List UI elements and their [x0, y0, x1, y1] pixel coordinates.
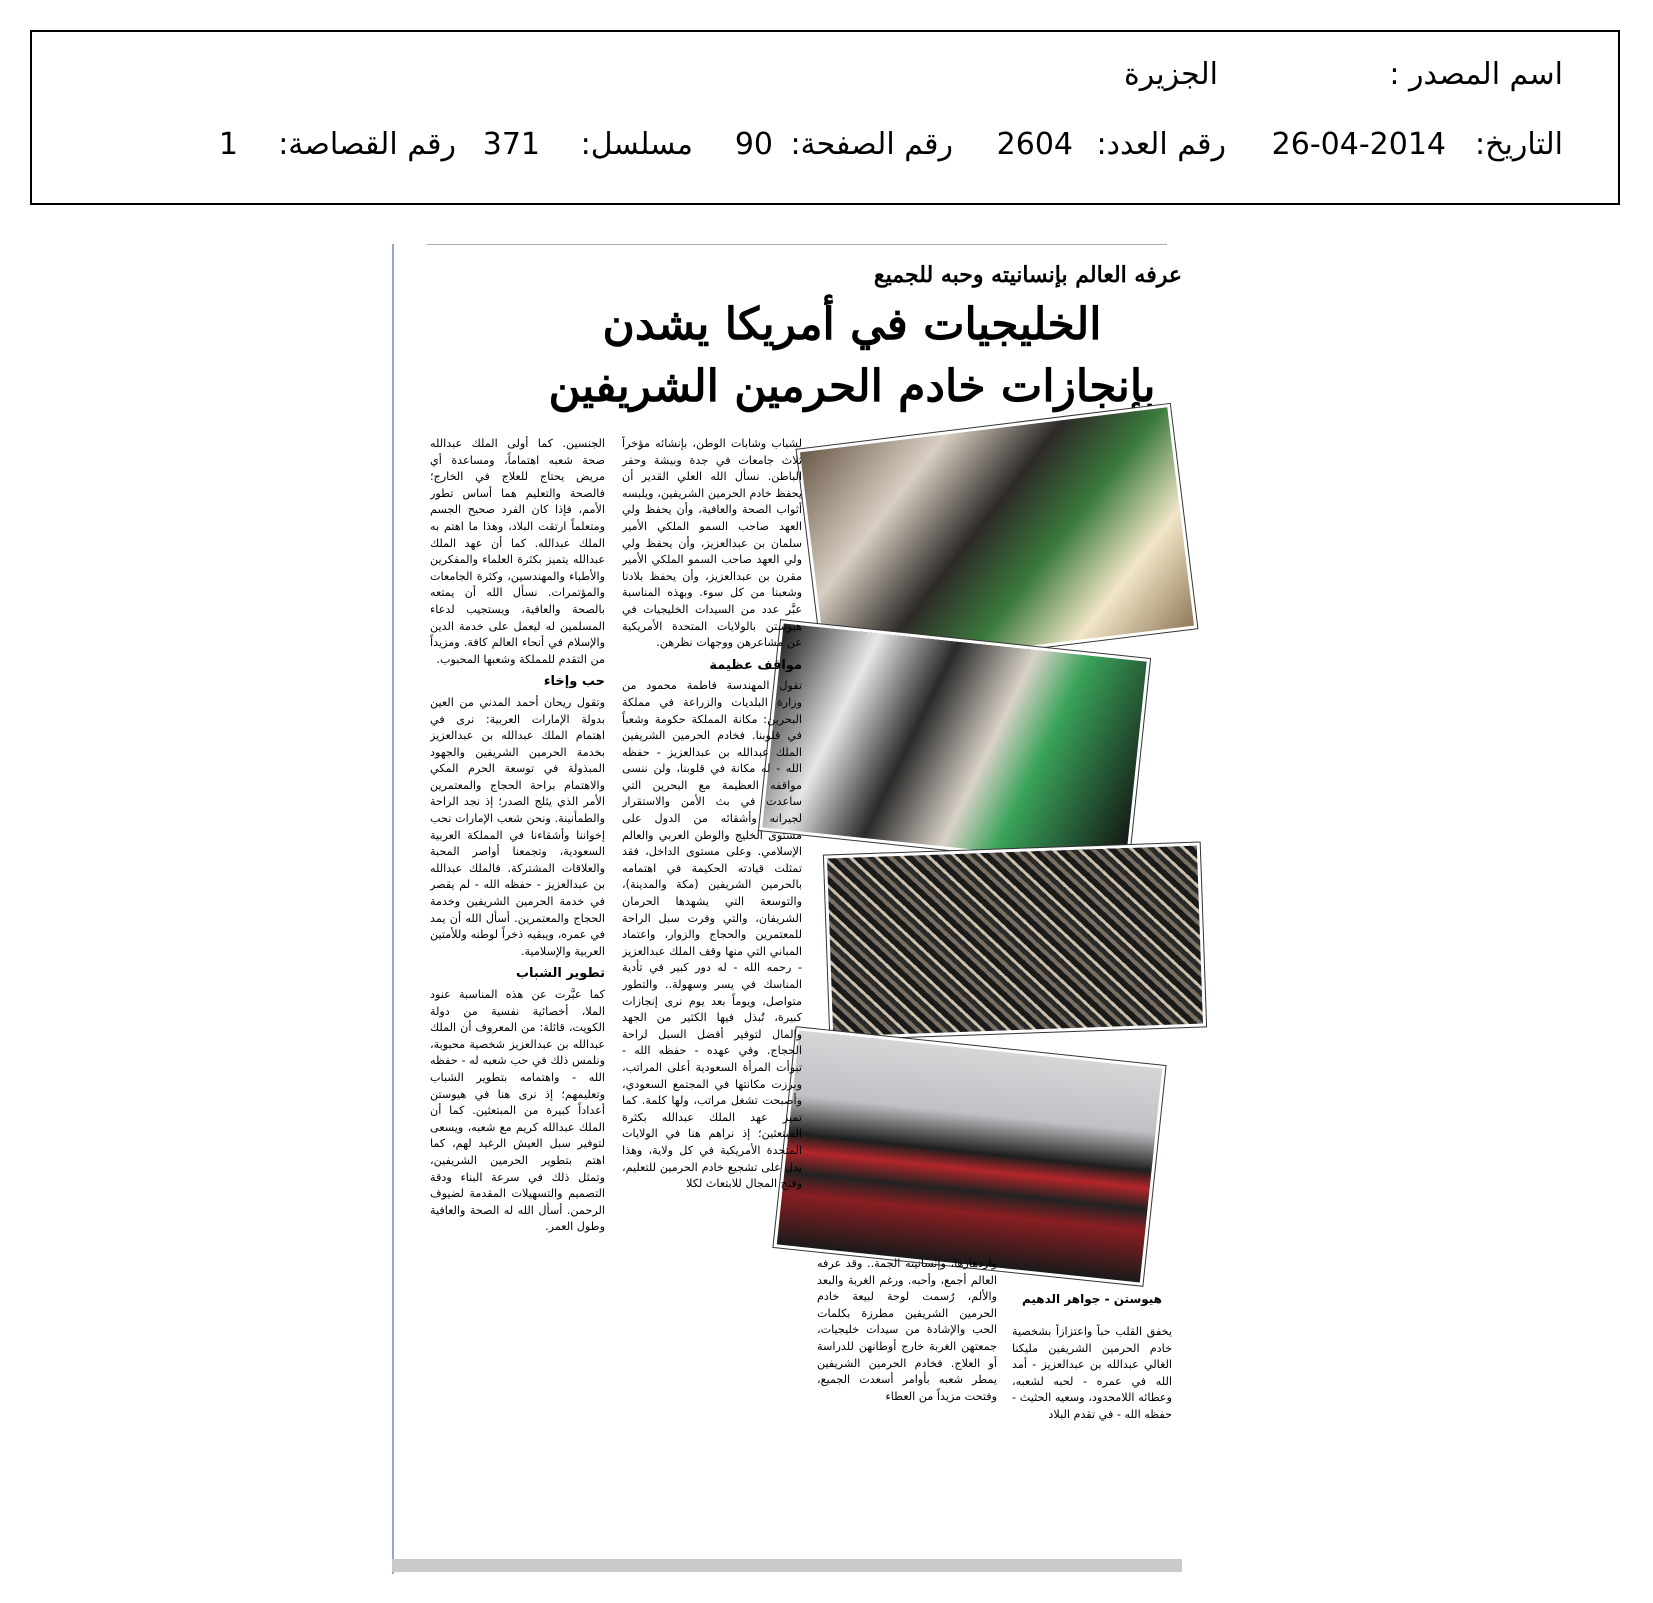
subheading-shabab: تطوير الشباب — [515, 966, 605, 982]
article-byline: هيوستن - جواهر الدهيم — [1021, 1292, 1162, 1306]
column-middle-top-text: لشباب وشابات الوطن، بإنشائه مؤخراً ثلاث جامعات في جدة وبيشة وحفر الباطن. نسأل الله العلي القدير أن يحفظ خادم الحرمين الشريفين، ويلبسه أثواب الصحة والعافية، وأن يحفظ ولي العهد صاحب السمو الملكي الأمير سلمان بن عبدالعزيز، وأن يحفظ ولي ولي العهد صاحب السمو الملكي الأمير مقرن بن عبدالعزيز، وأن يحفظ بلادنا وشعبنا من كل سوء. وبهذه المناسبة عبَّر عدد من السيدات الخليجيات في هيوستن بالولايات المتحدة الأمريكية عن مشاعرهن ووجهات نظرهن. — [622, 437, 802, 650]
clip-label: رقم القصاصة: — [278, 127, 456, 162]
column-left-shabab-text: كما عبَّرت عن هذه المناسبة عنود الملا، أخصائية نفسية من دولة الكويت، قائلة: من المعروف أن الملك عبدالله بن عبدالعزيز شخصية محبوبة، ونلمس ذلك في حب شعبه له - حفظه الله - واهتمامه بتطوير الشباب وتعليمهم؛ إذ نرى هنا في هيوستن أعداداً كبيرة من المبتعثين. كما أن الملك عبدالله كريم مع شعبه، ويسعى لتوفير سبل العيش الرغيد لهم، كما اهتم بتطوير الحرمين الشريفين، وتمثل ذلك في سرعة البناء ودقة التصميم والتسهيلات المقدمة لضيوف الرحمن. أسأل الله له الصحة والعافية وطول العمر. — [430, 988, 605, 1234]
page-label: رقم الصفحة: — [790, 127, 953, 162]
source-value: الجزيرة — [1123, 57, 1218, 92]
date-value: 26-04-2014 — [1271, 127, 1446, 162]
subheading-mawaqif: مواقف عظيمة — [709, 657, 802, 673]
date-label: التاريخ: — [1475, 127, 1563, 162]
column-intro-b-text: وازدهارها، وإنسانيته الجمة.. وقد عرفه العالم أجمع، وأحبه. ورغم الغربة والبعد والألم، رُسمت لوحة لبيعة خادم الحرمين الشريفين مطرزة بكلمات الحب والإشادة من سيدات خليجيات، جمعتهن الغربة خارج أوطانهن للدراسة أو العلاج. فخادم الحرمين الشريفين يمطر شعبه بأوامر أسعدت الجميع، وفتحت مزيداً من العطاء — [817, 1257, 997, 1403]
newspaper-clipping — [392, 244, 1192, 1574]
clipping-left-edge — [392, 244, 394, 1574]
page-value: 90 — [734, 127, 773, 162]
clipping-info-box — [30, 30, 1620, 205]
column-intro-a-text: يخفق القلب حباً واعتزازاً بشخصية خادم الحرمين الشريفين مليكنا الغالي عبدالله بن عبدالعزيز - أمد الله في عمره - لحبه لشعبه، وعطائه اللامحدود، وسعيه الحثيث - حفظه الله - في تقدم البلاد — [1012, 1325, 1172, 1421]
column-left-hob-text: وتقول ريحان أحمد المدني من العين بدولة الإمارات العربية: نرى في اهتمام الملك عبدالله بن عبدالعزيز بخدمة الحرمين الشريفين والجهود المبذولة في توسعة الحرم المكي والاهتمام براحة الحجاج والمعتمرين الأمر الذي يثلج الصدر؛ إذ نجد الراحة والطمأنينة. ونحن شعب الإمارات نحب إخواننا وأشقاءنا في المملكة العربية السعودية، وتجمعنا أواصر المحبة والعلاقات المشتركة. فالملك عبدالله بن عبدالعزيز - حفظه الله - لم يقصر في خدمة الحرمين الشريفين وخدمة الحجاج والمعتمرين. أسأل الله أن يمد في عمره، ويبقيه ذخراً لوطنه وللأمتين العربية والإسلامية. — [430, 695, 605, 958]
article-column-intro-b — [817, 1256, 997, 1546]
graduation-crowd-photo — [827, 846, 1203, 1037]
graduates-portrait-photo — [762, 623, 1146, 865]
subheading-hob: حب وإخاء — [543, 674, 605, 690]
issue-value: 2604 — [996, 127, 1073, 162]
column-middle-mawaqif-text: تقول المهندسة فاطمة محمود من وزارة البلديات والزراعة في مملكة البحرين: مكانة المملكة حكومة وشعباً في قلوبنا. فخادم الحرمين الشريفين الملك عبدالله بن عبدالعزيز - حفظه الله - له مكانة في قلوبنا، ولن ننسى مواقفه العظيمة مع البحرين التي ساعدت في بث الأمن والاستقرار لجيرانه وأشقائه من الدول على مستوى الخليج والوطن العربي والعالم الإسلامي. وعلى مستوى الداخل، فقد تمثلت قيادته الحكيمة في اهتمامه بالحرمين الشريفين (مكة والمدينة)، والتوسعة التي يشهدها الحرمان الشريفان، والتي وفرت سبل الراحة للمعتمرين والحجاج والزوار، واعتماد المباني التي منها وقف الملك عبدالعزيز - رحمه الله - له دور كبير في تأدية المناسك في يسر وسهولة.. والتطور متواصل، ويوماً بعد يوم نرى إنجازات كبيرة، تُبذل فيها الكثير من الجهد والمال لتوفير أفضل السبل لراحة الحجاج. وفي عهده - حفظه الله - تبوأت المرأة السعودية أعلى المراتب، وبرزت مكانتها في المجتمع السعودي، وأصبحت تشغل مراتب، ولها كلمة. كما تميز عهد الملك عبدالله بكثرة المبتعثين؛ إذ نراهم هنا في الولايات المتحدة الأمريكية في كل ولاية، وهذا يدل على تشجيع خادم الحرمين للتعليم، وفتح المجال للابتعاث لكلا — [622, 679, 802, 1191]
issue-label: رقم العدد: — [1096, 127, 1226, 162]
source-label: اسم المصدر : — [1389, 57, 1563, 92]
group-graduates-photo — [777, 1031, 1162, 1283]
serial-label: مسلسل: — [580, 127, 693, 162]
article-kicker: عرفه العالم بإنسانيته وحبه للجميع — [873, 262, 1182, 288]
article-column-intro-a — [1012, 1324, 1172, 1546]
serial-value: 371 — [482, 127, 540, 162]
article-column-middle — [622, 436, 802, 1546]
article-headline: الخليجيات في أمريكا يشدن بإنجازات خادم الحرمين الشريفين — [548, 299, 1156, 412]
clip-value: 1 — [218, 127, 238, 162]
article-column-left — [430, 436, 605, 1546]
clipping-bottom-edge — [392, 1559, 1182, 1572]
clipping-top-edge — [427, 244, 1167, 245]
column-left-top-text: الجنسين. كما أولى الملك عبدالله صحة شعبه اهتماماً، ومساعدة أي مريض يحتاج للعلاج في الخارج؛ فالصحة والتعليم هما أساس تطور الأمم، فإذا كان الفرد صحيح الجسم ومتعلماً ارتقت البلاد، وهذا ما اهتم به الملك عبدالله. كما أن عهد الملك عبدالله يتميز بكثرة العلماء والمفكرين والأطباء والمهندسين، وكثرة الجامعات والمؤتمرات. نسأل الله أن يمتعه بالصحة والعافية، ويستجيب لدعاء المسلمين له ليعمل على خدمة الدين والإسلام في أنحاء العالم كافة. ومزيداً من التقدم للمملكة وشعبها المحبوب. — [430, 437, 605, 666]
